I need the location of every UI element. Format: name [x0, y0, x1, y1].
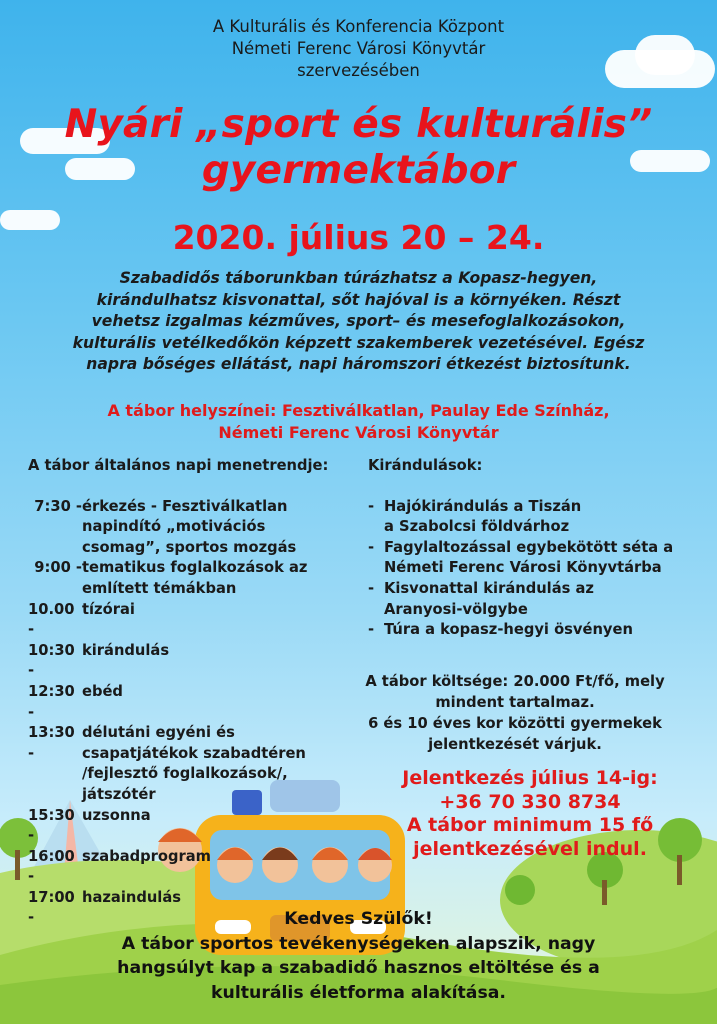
trip-item	[368, 579, 708, 620]
schedule-activity: délutáni egyéni és csapatjátékok szabadtéren /fejlesztő foglalkozások/, játszótér	[82, 724, 306, 803]
schedule-time: 17:00 -	[28, 888, 75, 927]
schedule-activity: érkezés - Fesztiválkatlan napindító „motivációs csomag”, sportos mozgás	[82, 497, 297, 556]
trip-item	[368, 497, 708, 538]
schedule-row	[28, 723, 348, 805]
cost-block	[340, 671, 690, 755]
schedule-row	[28, 847, 348, 888]
daily-schedule	[28, 456, 348, 929]
schedule-time: 7:30 -	[34, 497, 82, 515]
schedule-activity: kirándulás	[82, 641, 170, 659]
registration-line: Jelentkezés július 14-ig:	[402, 767, 658, 789]
tree-icon	[505, 875, 535, 905]
schedule-activity: uzsonna	[82, 806, 151, 824]
trip-item	[368, 620, 708, 641]
trips-heading: Kirándulások:	[368, 457, 483, 474]
schedule-row	[28, 558, 348, 599]
schedule-time: 9:00 -	[34, 559, 82, 577]
schedule-time: 10.00 -	[28, 600, 75, 639]
intro-paragraph	[20, 268, 697, 376]
locations-line: A tábor helyszínei: Fesztiválkatlan, Paulay Ede Színház,	[107, 401, 610, 420]
cost-line: mindent tartalmaz.	[435, 694, 595, 711]
bullet-dash: -	[368, 579, 375, 597]
event-date: 2020. július 20 – 24.	[172, 218, 545, 257]
organizer-line: Németi Ferenc Városi Könyvtár	[231, 39, 486, 58]
registration-line: A tábor minimum 15 fő	[406, 814, 654, 836]
schedule-heading: A tábor általános napi menetrendje:	[28, 457, 329, 474]
bullet-dash: -	[368, 621, 375, 639]
cost-line: A tábor költsége: 20.000 Ft/fő, mely	[365, 673, 665, 690]
schedule-activity: tízórai	[82, 600, 135, 618]
cost-line: jelentkezését várjuk.	[428, 736, 602, 753]
schedule-time: 12:30 -	[28, 682, 75, 721]
trip-item	[368, 538, 708, 579]
schedule-activity: tematikus foglalkozások az említett témákban	[82, 559, 308, 597]
schedule-time: 13:30 -	[28, 724, 75, 762]
intro-line: Szabadidős táborunkban túrázhatsz a Kopasz-hegyen,	[119, 269, 598, 287]
parents-note	[0, 907, 717, 1005]
organizer-block	[0, 16, 717, 82]
schedule-activity: hazaindulás	[82, 888, 181, 906]
intro-line: napra bőséges ellátást, napi háromszori étkezést biztosítunk.	[86, 355, 631, 373]
schedule-time: 16:00 -	[28, 847, 75, 886]
trip-text: Fagylaltozással egybekötött séta a Németi Ferenc Városi Könyvtárba	[384, 538, 674, 577]
intro-line: kulturális vetélkedőkön képzett szakemberek vezetésével. Egész	[72, 333, 645, 352]
bullet-dash: -	[368, 538, 375, 556]
cost-line: 6 és 10 éves kor közötti gyermekek	[368, 715, 662, 732]
trips-block	[368, 456, 708, 641]
title-line: gyermektábor	[201, 148, 516, 193]
phone-number: +36 70 330 8734	[439, 790, 621, 813]
schedule-row	[28, 806, 348, 847]
locations-line: Németi Ferenc Városi Könyvtár	[218, 423, 499, 442]
schedule-row	[28, 641, 348, 682]
parents-heading: Kedves Szülők!	[284, 909, 433, 929]
trip-text: Kisvonattal kirándulás az Aranyosi-völgybe	[384, 579, 594, 618]
schedule-activity: szabadprogram	[82, 847, 211, 865]
parents-line: A tábor sportos tevékenységeken alapszik, nagy	[121, 933, 596, 954]
trip-text: Túra a kopasz-hegyi ösvényen	[384, 621, 633, 639]
schedule-time: 10:30 -	[28, 641, 75, 680]
organizer-line: szervezésében	[297, 61, 420, 80]
bullet-dash: -	[368, 497, 375, 515]
intro-line: vehetsz izgalmas kézműves, sport– és mesefoglalkozásokon,	[91, 312, 626, 330]
organizer-line: A Kulturális és Konferencia Központ	[212, 17, 505, 36]
parents-line: kulturális életforma alakítása.	[211, 982, 506, 1003]
intro-line: kirándulhatsz kisvonattal, sőt hajóval is a környéken. Részt	[96, 290, 621, 309]
schedule-time: 15:30 -	[28, 806, 75, 845]
schedule-row	[28, 682, 348, 723]
schedule-activity: ebéd	[82, 682, 123, 700]
registration-block	[355, 767, 705, 861]
poster-title	[0, 102, 717, 194]
title-line: Nyári „sport és kulturális”	[64, 102, 653, 147]
parents-line: hangsúlyt kap a szabadidő hasznos eltöltése és a	[117, 958, 600, 978]
registration-line: jelentkezésével indul.	[413, 837, 647, 860]
trip-text: Hajókirándulás a Tiszán a Szabolcsi földvárhoz	[384, 497, 582, 536]
schedule-row	[28, 497, 348, 559]
schedule-row	[28, 600, 348, 641]
locations-block	[0, 400, 717, 444]
